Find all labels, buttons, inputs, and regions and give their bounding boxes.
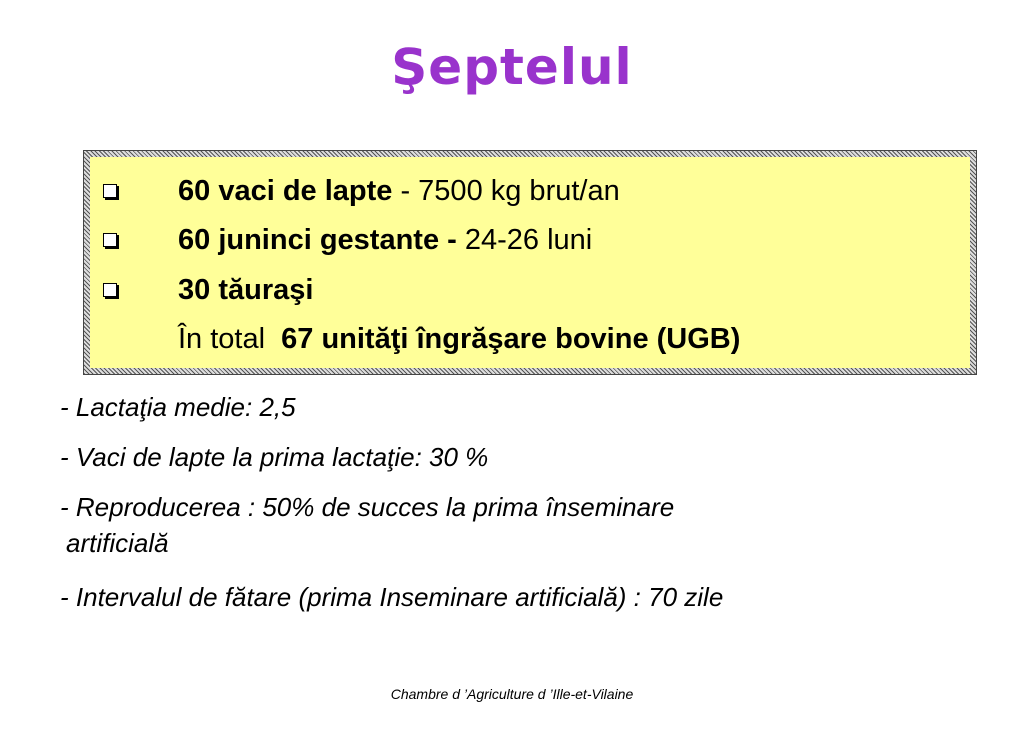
total-line [90, 319, 970, 359]
total-prefix: În total [178, 323, 274, 355]
stat-label: Intervalul de fătare (prima Inseminare artificială) : [75, 582, 641, 612]
stat-value: : 2,5 [245, 392, 296, 422]
slide-footer: Chambre d ’Agriculture d ’Ille-et-Vilaine [390, 686, 634, 702]
stat-reproduction-continued: artificială [66, 528, 169, 558]
total-value: 67 unităţi îngrăşare bovine (UGB) [281, 323, 741, 355]
checkbox-bullet-icon [103, 283, 117, 297]
stat-label: Vaci de lapte la prima lactaţie [75, 442, 415, 472]
stat-value: 70 zile [640, 582, 724, 612]
checkbox-bullet-icon [103, 184, 117, 198]
item-detail: 24-26 luni [464, 224, 593, 256]
stat-lactation: - Lactaţia medie: 2,5 [60, 392, 296, 422]
stat-reproduction: - Reproducerea : 50% de succes la prima înseminare [60, 492, 675, 522]
item-detail: - 7500 kg brut/an [392, 175, 620, 207]
checkbox-bullet-icon [103, 233, 117, 247]
stat-label: Lactaţia medie [75, 392, 245, 422]
stat-value: : 30 % [414, 442, 489, 472]
list-item [90, 220, 970, 260]
list-item [90, 270, 970, 310]
stat-first-lactation: - Vaci de lapte la prima lactaţie: 30 % [60, 442, 489, 472]
item-count-label: 60 juninci gestante - [178, 224, 465, 256]
item-count-label: 60 vaci de lapte [178, 175, 393, 207]
stat-calving-interval: - Intervalul de fătare (prima Inseminare artificială) : 70 zile [60, 582, 724, 612]
item-count-label: 30 tăuraşi [178, 274, 314, 306]
herd-summary-box [84, 151, 976, 374]
list-item [90, 171, 970, 211]
stat-value: 50% de succes la prima înseminare [255, 492, 675, 522]
stat-label: Reproducerea : [75, 492, 256, 522]
slide-title: Şeptelul [391, 38, 633, 96]
